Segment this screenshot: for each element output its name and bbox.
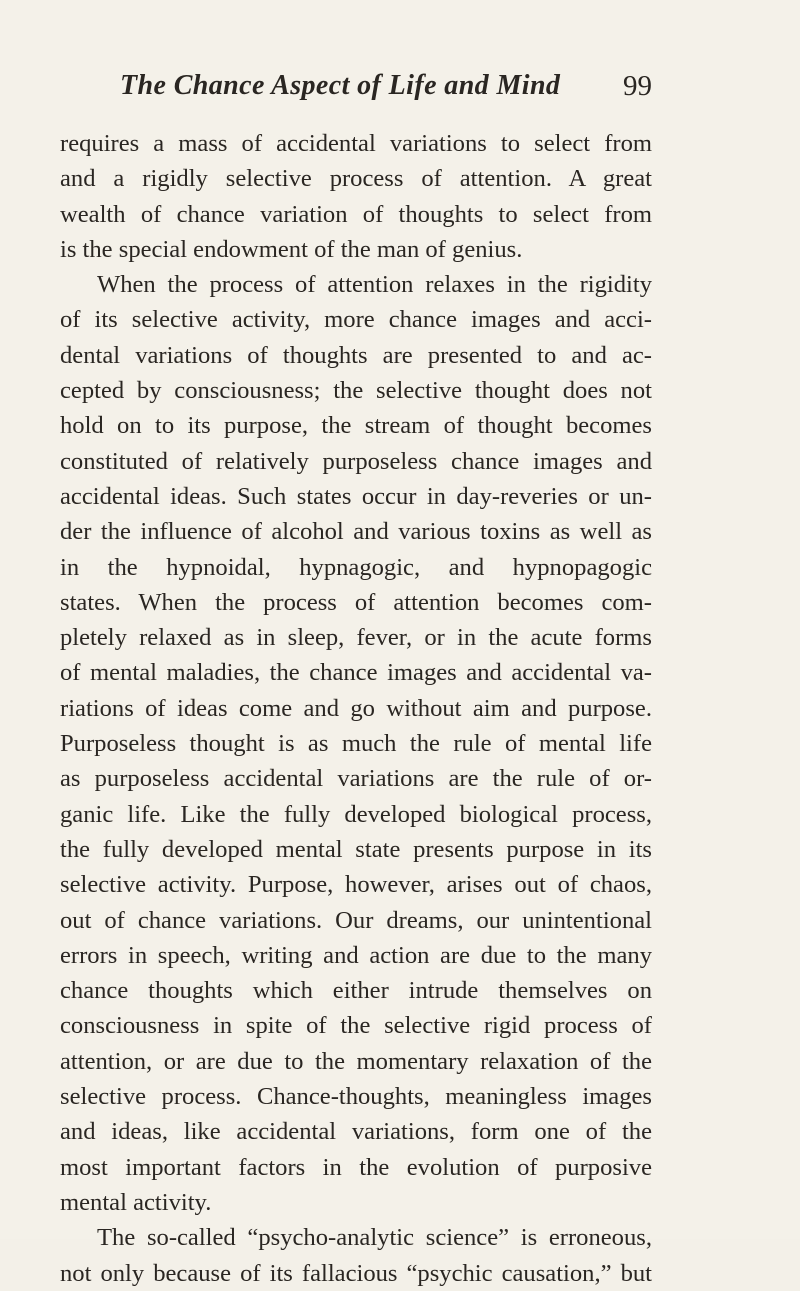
- text-line: in the hypnoidal, hypnagogic, and hypnopagogic: [60, 553, 652, 581]
- text-line: the fully developed mental state presents purpose in its: [60, 835, 652, 863]
- text-line: chance thoughts which either intrude themselves on: [60, 977, 652, 1005]
- text-line: as purposeless accidental variations are the rule of or-: [60, 765, 652, 793]
- text-line: states. When the process of attention becomes com-: [60, 588, 652, 616]
- text-line: and a rigidly selective process of attention. A great: [60, 165, 652, 193]
- text-line: not only because of its fallacious “psychic causation,” but: [60, 1259, 652, 1287]
- text-line: is the special endowment of the man of genius.: [60, 235, 523, 263]
- text-line: dental variations of thoughts are presented to and ac-: [60, 341, 652, 369]
- text-line: When the process of attention relaxes in the rigidity: [97, 271, 652, 299]
- text-line: consciousness in spite of the selective rigid process of: [60, 1012, 652, 1040]
- text-line: attention, or are due to the momentary relaxation of the: [60, 1047, 652, 1075]
- text-line: pletely relaxed as in sleep, fever, or in the acute forms: [60, 624, 652, 652]
- text-line: Purposeless thought is as much the rule of mental life: [60, 730, 652, 758]
- text-line: out of chance variations. Our dreams, our unintentional: [60, 906, 652, 934]
- text-line: of mental maladies, the chance images and accidental va-: [60, 659, 652, 687]
- body-text: [60, 126, 652, 1291]
- page-number: 99: [623, 70, 652, 102]
- text-line: requires a mass of accidental variations to select from: [60, 130, 652, 157]
- text-line: and ideas, like accidental variations, form one of the: [60, 1118, 652, 1146]
- running-head: [60, 70, 652, 110]
- text-line: constituted of relatively purposeless chance images and: [60, 447, 652, 475]
- text-line: hold on to its purpose, the stream of thought becomes: [60, 412, 652, 440]
- text-line: mental activity.: [60, 1188, 212, 1216]
- text-line: cepted by consciousness; the selective thought does not: [60, 377, 652, 405]
- text-line: riations of ideas come and go without aim and purpose.: [60, 694, 652, 722]
- text-line: most important factors in the evolution of purposive: [60, 1153, 652, 1181]
- text-line: selective activity. Purpose, however, arises out of chaos,: [60, 871, 652, 899]
- text-line: ganic life. Like the fully developed biological process,: [60, 800, 652, 828]
- text-line: selective process. Chance-thoughts, meaningless images: [60, 1083, 652, 1111]
- text-line: der the influence of alcohol and various toxins as well as: [60, 518, 652, 546]
- running-title: The Chance Aspect of Life and Mind: [120, 70, 561, 101]
- text-line: accidental ideas. Such states occur in day-reveries or un-: [60, 482, 652, 510]
- text-line: wealth of chance variation of thoughts to select from: [60, 200, 652, 228]
- text-line: errors in speech, writing and action are due to the many: [60, 941, 652, 969]
- text-line: The so-called “psycho-analytic science” is erroneous,: [97, 1224, 652, 1252]
- text-line: of its selective activity, more chance images and acci-: [60, 306, 652, 334]
